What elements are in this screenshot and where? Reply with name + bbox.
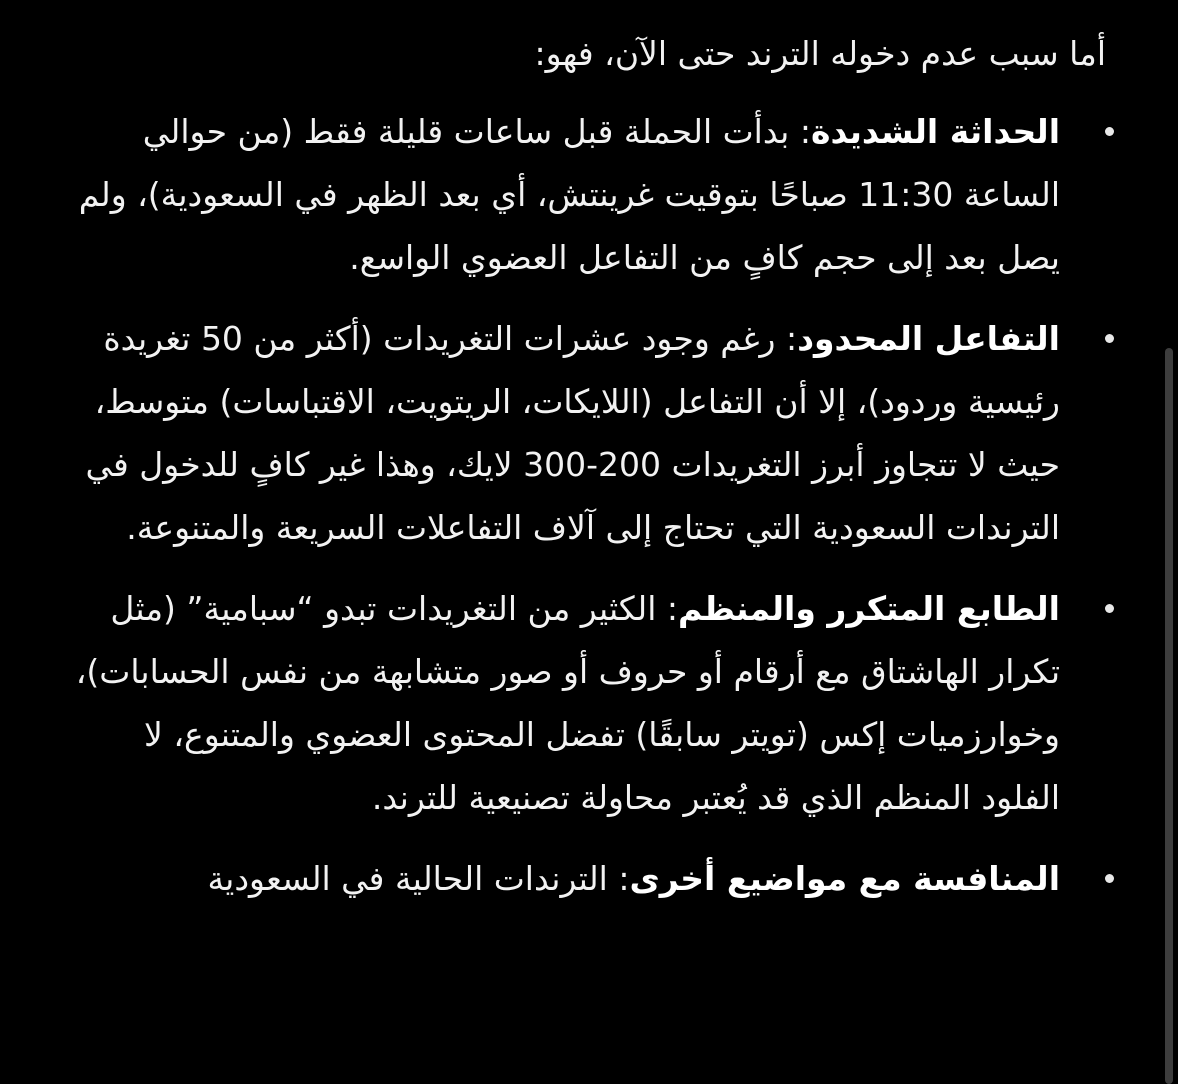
scrollbar-thumb[interactable] bbox=[1165, 348, 1173, 1084]
item-heading: التفاعل المحدود bbox=[797, 319, 1060, 358]
item-colon: : bbox=[666, 589, 678, 628]
item-heading: المنافسة مع مواضيع أخرى bbox=[629, 859, 1060, 898]
list-item bbox=[60, 307, 1114, 559]
item-colon: : bbox=[799, 112, 811, 151]
reasons-list bbox=[60, 100, 1114, 910]
item-heading: الحداثة الشديدة bbox=[810, 112, 1060, 151]
bullet-icon bbox=[1105, 334, 1114, 343]
item-body: الترندات الحالية في السعودية bbox=[207, 859, 619, 898]
list-item bbox=[60, 847, 1114, 910]
intro-text: أما سبب عدم دخوله الترند حتى الآن، فهو: bbox=[534, 34, 1106, 73]
bullet-icon bbox=[1105, 127, 1114, 136]
item-body: رغم وجود عشرات التغريدات (أكثر من 50 تغريدة رئيسية وردود)، إلا أن التفاعل (اللايكات، الريتويت، الاقتباسات) متوسط، حيث لا تتجاوز أبرز التغريدات 200-300 لايك، وهذا غير كافٍ للدخول في الترندات السعودية التي تحتاج إلى آلاف التفاعلات السريعة والمتنوعة. bbox=[85, 319, 1060, 547]
bullet-icon bbox=[1105, 604, 1114, 613]
bullet-icon bbox=[1105, 874, 1114, 883]
item-body: الكثير من التغريدات تبدو “سبامية” (مثل تكرار الهاشتاق مع أرقام أو حروف أو صور متشابهة من نفس الحسابات)، وخوارزميات إكس (تويتر سابقًا) تفضل المحتوى العضوي والمتنوع، لا الفلود المنظم الذي قد يُعتبر محاولة تصنيعية للترند. bbox=[75, 589, 1060, 817]
list-item bbox=[60, 577, 1114, 829]
chat-message bbox=[60, 0, 1114, 1084]
item-heading: الطابع المتكرر والمنظم bbox=[678, 589, 1060, 628]
item-colon: : bbox=[618, 859, 630, 898]
item-colon: : bbox=[785, 319, 798, 358]
list-item bbox=[60, 100, 1114, 289]
item-body: بدأت الحملة قبل ساعات قليلة فقط (من حوالي الساعة 11:30 صباحًا بتوقيت غرينتش، أي بعد الظهر في السعودية)، ولم يصل بعد إلى حجم كافٍ من التفاعل العضوي الواسع. bbox=[78, 112, 1060, 277]
